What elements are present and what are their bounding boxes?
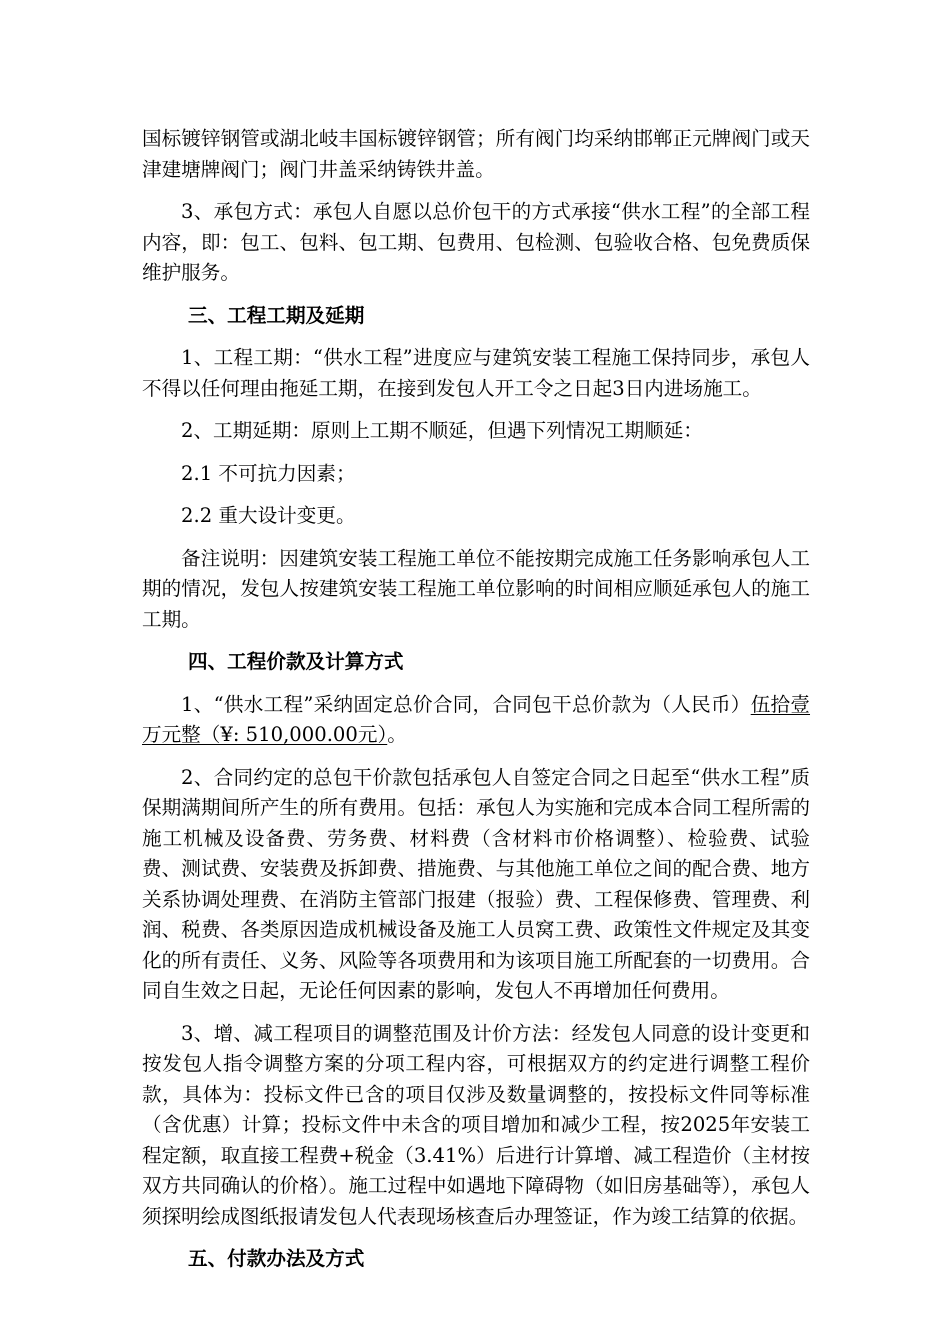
paragraph-adjustment-method: 3、增、减工程项目的调整范围及计价方法：经发包人同意的设计变更和按发包人指令调整方案的分项工程内容，可根据双方的约定进行调整工程价款，具体为：投标文件已含的项目仅涉及数量调整的，按投标文件同等标准（含优惠）计算；投标文件中未含的项目增加和减少工程，按2025年安装工程定额，取直接工程费+税金（3.41%）后进行计算增、减工程造价（主材按双方共同确认的价格）。施工过程中如遇地下障碍物（如旧房基础等），承包人须探明绘成图纸报请发包人代表现场核查后办理签证，作为竣工结算的依据。: [142, 1021, 810, 1228]
contract-amount: 伍拾壹万元整（¥: 510,000.00元）: [142, 692, 811, 746]
document-page: [142, 124, 810, 1275]
paragraph-materials-continued: 国标镀锌钢管或湖北岐丰国标镀锌钢管；所有阀门均采纳邯郸正元牌阀门或天津建塘牌阀门；阀门井盖采纳铸铁井盖。: [142, 127, 810, 181]
paragraph-price-scope: 2、合同约定的总包干价款包括承包人自签定合同之日起至“供水工程”质保期满期间所产生的所有费用。包括：承包人为实施和完成本合同工程所需的施工机械及设备费、劳务费、材料费（含材料市价格调整）、检验费、试验费、测试费、安装费及拆卸费、措施费、与其他施工单位之间的配合费、地方关系协调处理费、在消防主管部门报建（报验）费、工程保修费、管理费、利润、税费、各类原因造成机械设备及施工人员窝工费、政策性文件规定及其变化的所有责任、义务、风险等各项费用和为该项目施工所配套的一切费用。合同自生效之日起，无论任何因素的影响，发包人不再增加任何费用。: [142, 765, 810, 1002]
paragraph-design-change: 2.2 重大设计变更。: [181, 504, 356, 527]
section-heading-price: 四、工程价款及计算方式: [188, 650, 404, 673]
paragraph-project-schedule: 1、工程工期：“供水工程”进度应与建筑安装工程施工保持同步，承包人不得以任何理由拖延工期，在接到发包人开工令之日起3日内进场施工。: [142, 346, 810, 400]
section-heading-payment: 五、付款办法及方式: [188, 1247, 365, 1270]
paragraph-contract-method: 3、承包方式：承包人自愿以总价包干的方式承接“供水工程”的全部工程内容，即：包工、包料、包工期、包费用、包检测、包验收合格、包免费质保维护服务。: [142, 200, 810, 284]
price-text-suffix: 。: [387, 723, 407, 746]
paragraph-fixed-price: [142, 690, 810, 751]
paragraph-schedule-extension: 2、工期延期：原则上工期不顺延，但遇下列情况工期顺延：: [181, 419, 703, 442]
section-heading-schedule: 三、工程工期及延期: [188, 303, 365, 327]
price-text-prefix: 1、“供水工程”采纳固定总价合同，合同包干总价款为（人民币）: [181, 692, 751, 716]
paragraph-force-majeure: 2.1 不可抗力因素；: [181, 461, 356, 485]
paragraph-remarks: 备注说明：因建筑安装工程施工单位不能按期完成施工任务影响承包人工期的情况，发包人按建筑安装工程施工单位影响的时间相应顺延承包人的施工工期。: [142, 546, 810, 631]
